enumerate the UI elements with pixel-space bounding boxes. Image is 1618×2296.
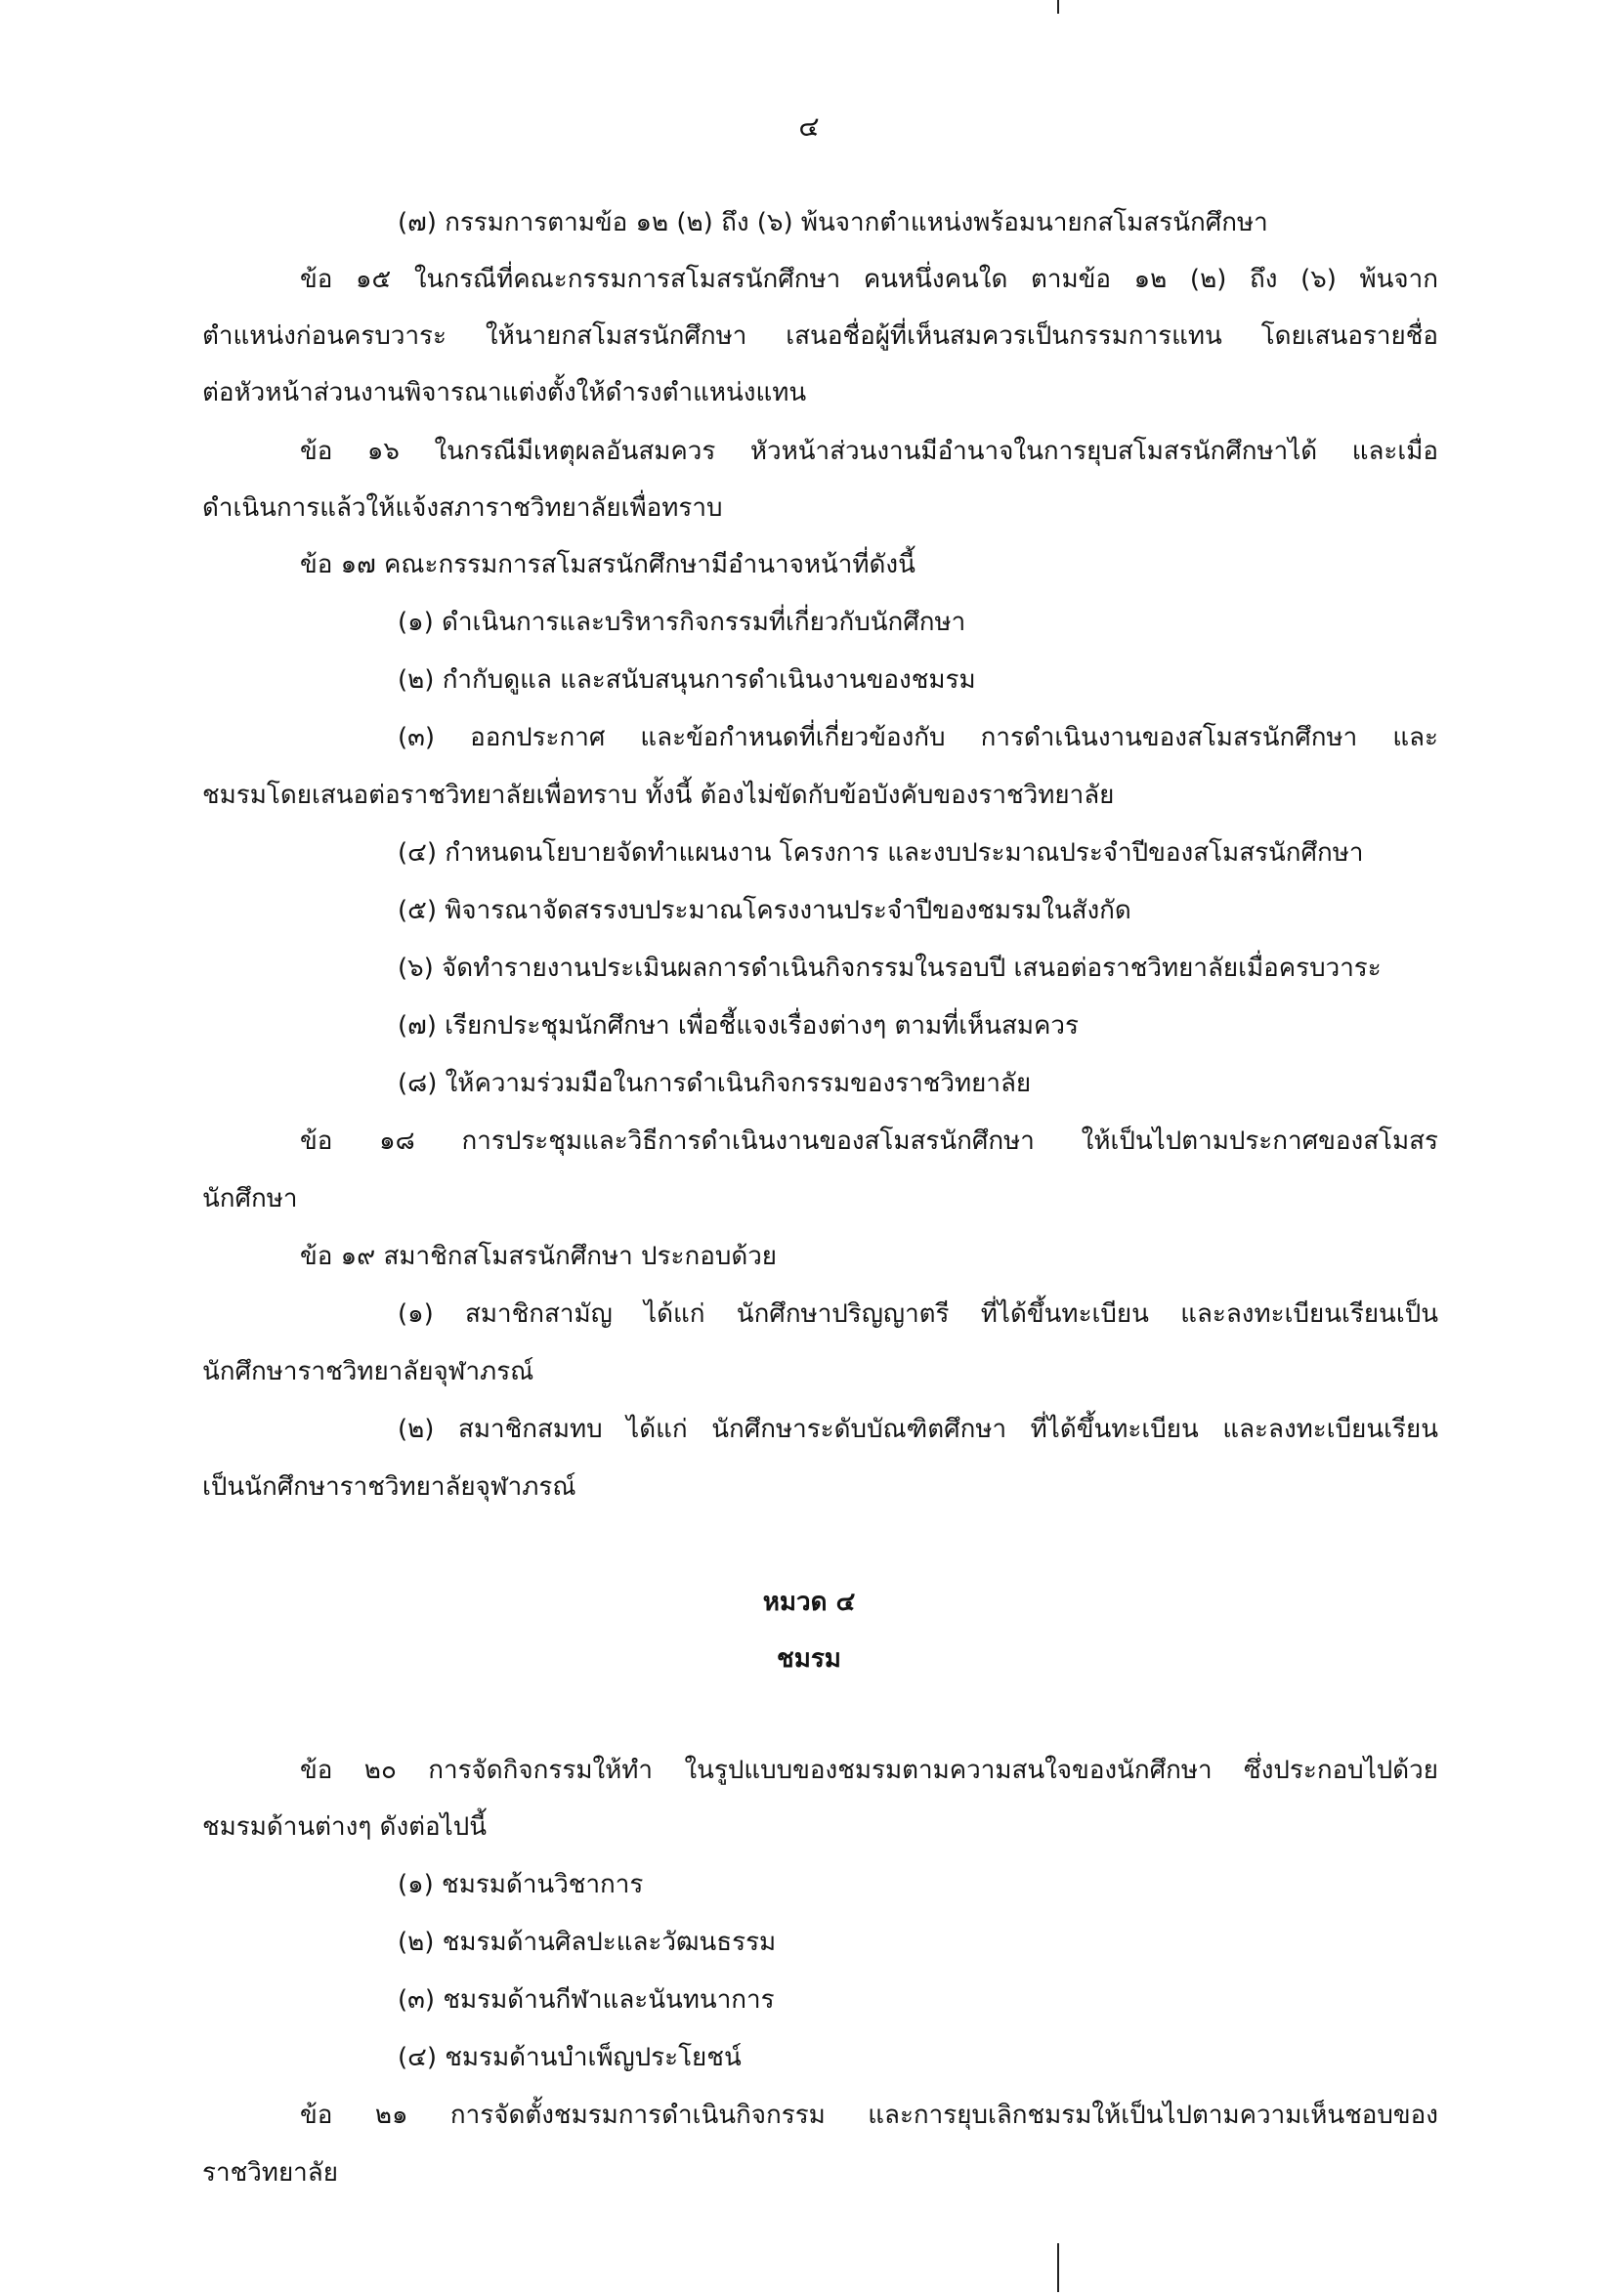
clause-line: เป็นนักศึกษาราชวิทยาลัยจุฬาภรณ์ bbox=[202, 1472, 576, 1502]
clause-line: ตำแหน่งก่อนครบวาระ ให้นายกสโมสรนักศึกษา เสนอชื่อผู้ที่เห็นสมควรเป็นกรรมการแทน โดยเสนอรายชื่อ bbox=[202, 321, 1438, 351]
clause-line: (๘) ให้ความร่วมมือในการดำเนินกิจกรรมของราชวิทยาลัย bbox=[398, 1069, 1032, 1098]
clause-line: ข้อ ๒๑ การจัดตั้งชมรมการดำเนินกิจกรรม และการยุบเลิกชมรมให้เป็นไปตามความเห็นชอบของ bbox=[300, 2101, 1438, 2130]
clause-line: (๑) สมาชิกสามัญ ได้แก่ นักศึกษาปริญญาตรี ที่ได้ขึ้นทะเบียน และลงทะเบียนเรียนเป็น bbox=[398, 1299, 1438, 1329]
clause-line: นักศึกษาราชวิทยาลัยจุฬาภรณ์ bbox=[202, 1357, 534, 1386]
clause-line: ข้อ ๑๕ ในกรณีที่คณะกรรมการสโมสรนักศึกษา คนหนึ่งคนใด ตามข้อ ๑๒ (๒) ถึง (๖) พ้นจาก bbox=[300, 265, 1438, 294]
clause-line: (๓) ออกประกาศ และข้อกำหนดที่เกี่ยวข้องกับ การดำเนินงานของสโมสรนักศึกษา และ bbox=[398, 723, 1438, 752]
clause-line: ดำเนินการแล้วให้แจ้งสภาราชวิทยาลัยเพื่อทราบ bbox=[202, 493, 723, 523]
page-number: ๔ bbox=[798, 110, 820, 143]
clause-line: (๕) พิจารณาจัดสรรงบประมาณโครงงานประจำปีของชมรมในสังกัด bbox=[398, 896, 1131, 925]
clause-line: (๒) สมาชิกสมทบ ได้แก่ นักศึกษาระดับบัณฑิตศึกษา ที่ได้ขึ้นทะเบียน และลงทะเบียนเรียน bbox=[398, 1415, 1438, 1444]
clause-line: (๗) กรรมการตามข้อ ๑๒ (๒) ถึง (๖) พ้นจากตำแหน่งพร้อมนายกสโมสรนักศึกษา bbox=[398, 208, 1268, 237]
clause-line: (๖) จัดทำรายงานประเมินผลการดำเนินกิจกรรมในรอบปี เสนอต่อราชวิทยาลัยเมื่อครบวาระ bbox=[398, 954, 1382, 983]
clause-line: ชมรมด้านต่างๆ ดังต่อไปนี้ bbox=[202, 1812, 487, 1842]
clause-line: (๔) กำหนดนโยบายจัดทำแผนงาน โครงการ และงบประมาณประจำปีของสโมสรนักศึกษา bbox=[398, 838, 1364, 868]
clause-line: ราชวิทยาลัย bbox=[202, 2158, 338, 2188]
chapter-title: ชมรม bbox=[777, 1644, 841, 1674]
clause-line: ชมรมโดยเสนอต่อราชวิทยาลัยเพื่อทราบ ทั้งนี้ ต้องไม่ขัดกับข้อบังคับของราชวิทยาลัย bbox=[202, 781, 1115, 810]
clause-line: (๒) กำกับดูแล และสนับสนุนการดำเนินงานของชมรม bbox=[398, 665, 976, 695]
clause-line: (๗) เรียกประชุมนักศึกษา เพื่อชี้แจงเรื่องต่างๆ ตามที่เห็นสมควร bbox=[398, 1011, 1079, 1041]
scan-mark-top bbox=[1057, 0, 1059, 14]
clause-line: ต่อหัวหน้าส่วนงานพิจารณาแต่งตั้งให้ดำรงตำแหน่งแทน bbox=[202, 378, 807, 407]
clause-line: (๒) ชมรมด้านศิลปะและวัฒนธรรม bbox=[398, 1928, 777, 1957]
clause-line: (๑) ชมรมด้านวิชาการ bbox=[398, 1870, 644, 1899]
clause-line: ข้อ ๒๐ การจัดกิจกรรมให้ทำ ในรูปแบบของชมรมตามความสนใจของนักศึกษา ซึ่งประกอบไปด้วย bbox=[300, 1756, 1438, 1785]
clause-line: ข้อ ๑๖ ในกรณีมีเหตุผลอันสมควร หัวหน้าส่วนงานมีอำนาจในการยุบสโมสรนักศึกษาได้ และเมื่อ bbox=[300, 437, 1438, 466]
scan-mark-bottom bbox=[1057, 2243, 1059, 2292]
clause-line: ข้อ ๑๘ การประชุมและวิธีการดำเนินงานของสโมสรนักศึกษา ให้เป็นไปตามประกาศของสโมสร bbox=[300, 1127, 1438, 1156]
chapter-heading: หมวด ๔ bbox=[762, 1588, 856, 1617]
clause-line: นักศึกษา bbox=[202, 1184, 298, 1213]
clause-line: ข้อ ๑๗ คณะกรรมการสโมสรนักศึกษามีอำนาจหน้าที่ดังนี้ bbox=[300, 550, 915, 579]
clause-line: ข้อ ๑๙ สมาชิกสโมสรนักศึกษา ประกอบด้วย bbox=[300, 1242, 778, 1271]
clause-line: (๔) ชมรมด้านบำเพ็ญประโยชน์ bbox=[398, 2043, 742, 2072]
clause-line: (๓) ชมรมด้านกีฬาและนันทนาการ bbox=[398, 1985, 775, 2015]
clause-line: (๑) ดำเนินการและบริหารกิจกรรมที่เกี่ยวกับนักศึกษา bbox=[398, 608, 966, 637]
